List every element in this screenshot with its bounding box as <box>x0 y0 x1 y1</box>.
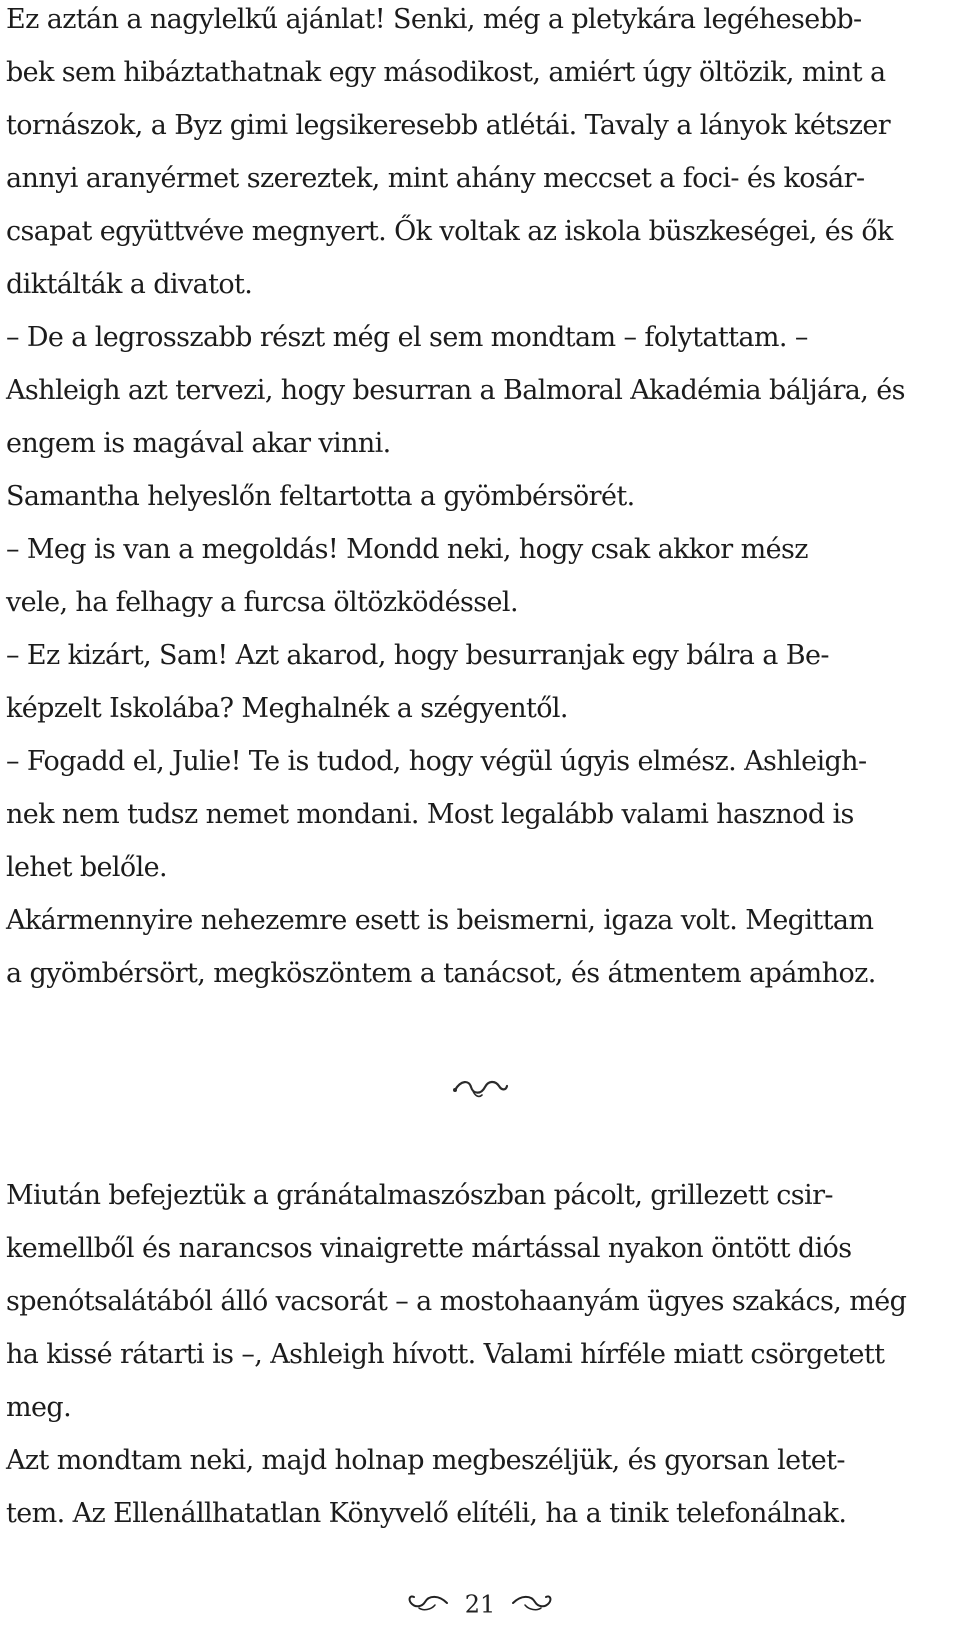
text-line: kemellből és narancsos vinaigrette mártással nyakon öntött diós <box>6 1233 852 1264</box>
right-flourish-icon <box>511 1590 555 1620</box>
swash-ornament-icon <box>451 1074 509 1102</box>
page-footer <box>0 1588 960 1620</box>
text-line: vele, ha felhagy a furcsa öltözködéssel. <box>6 587 518 618</box>
text-line: diktálták a divatot. <box>6 269 253 300</box>
text-line: képzelt Iskolába? Meghalnék a szégyentől. <box>6 693 568 724</box>
text-line: Miután befejeztük a gránátalmaszószban pácolt, grillezett csir- <box>6 1180 833 1211</box>
left-flourish-icon <box>405 1590 449 1620</box>
text-line: – Fogadd el, Julie! Te is tudod, hogy végül úgyis elmész. Ashleigh- <box>6 746 867 777</box>
text-line: tem. Az Ellenállhatatlan Könyvelő elítéli, ha a tinik telefonálnak. <box>6 1498 847 1529</box>
text-line: Azt mondtam neki, majd holnap megbeszéljük, és gyorsan letet- <box>6 1445 845 1476</box>
text-line: Ashleigh azt tervezi, hogy besurran a Balmoral Akadémia báljára, és <box>6 375 905 406</box>
text-line: lehet belőle. <box>6 852 167 883</box>
text-line: – Meg is van a megoldás! Mondd neki, hogy csak akkor mész <box>6 534 808 565</box>
page-number: 21 <box>464 1590 496 1619</box>
text-line: nek nem tudsz nemet mondani. Most legalább valami hasznod is <box>6 799 854 830</box>
text-line: annyi aranyérmet szereztek, mint ahány meccset a foci- és kosár- <box>6 163 865 194</box>
text-line: Samantha helyeslőn feltartotta a gyömbérsörét. <box>6 481 635 512</box>
text-line: spenótsalátából álló vacsorát – a mostohaanyám ügyes szakács, még <box>6 1286 907 1317</box>
text-line: – De a legrosszabb részt még el sem mondtam – folytattam. – <box>6 322 808 353</box>
text-line: csapat együttvéve megnyert. Ők voltak az iskola büszkeségei, és ők <box>6 216 893 247</box>
text-line: – Ez kizárt, Sam! Azt akarod, hogy besurranjak egy bálra a Be- <box>6 640 829 671</box>
text-line: ha kissé rátarti is –, Ashleigh hívott. Valami hírféle miatt csörgetett <box>6 1339 885 1370</box>
text-line: Akármennyire nehezemre esett is beismerni, igaza volt. Megittam <box>6 905 874 936</box>
text-line: Ez aztán a nagylelkű ajánlat! Senki, még a pletykára legéhesebb- <box>6 4 862 35</box>
text-line: meg. <box>6 1392 72 1423</box>
text-line: tornászok, a Byz gimi legsikeresebb atlétái. Tavaly a lányok kétszer <box>6 110 891 141</box>
text-line: bek sem hibáztathatnak egy másodikost, amiért úgy öltözik, mint a <box>6 57 886 88</box>
text-line: engem is magával akar vinni. <box>6 428 391 459</box>
section-break-ornament <box>0 1074 960 1111</box>
text-line: a gyömbérsört, megköszöntem a tanácsot, és átmentem apámhoz. <box>6 958 876 989</box>
